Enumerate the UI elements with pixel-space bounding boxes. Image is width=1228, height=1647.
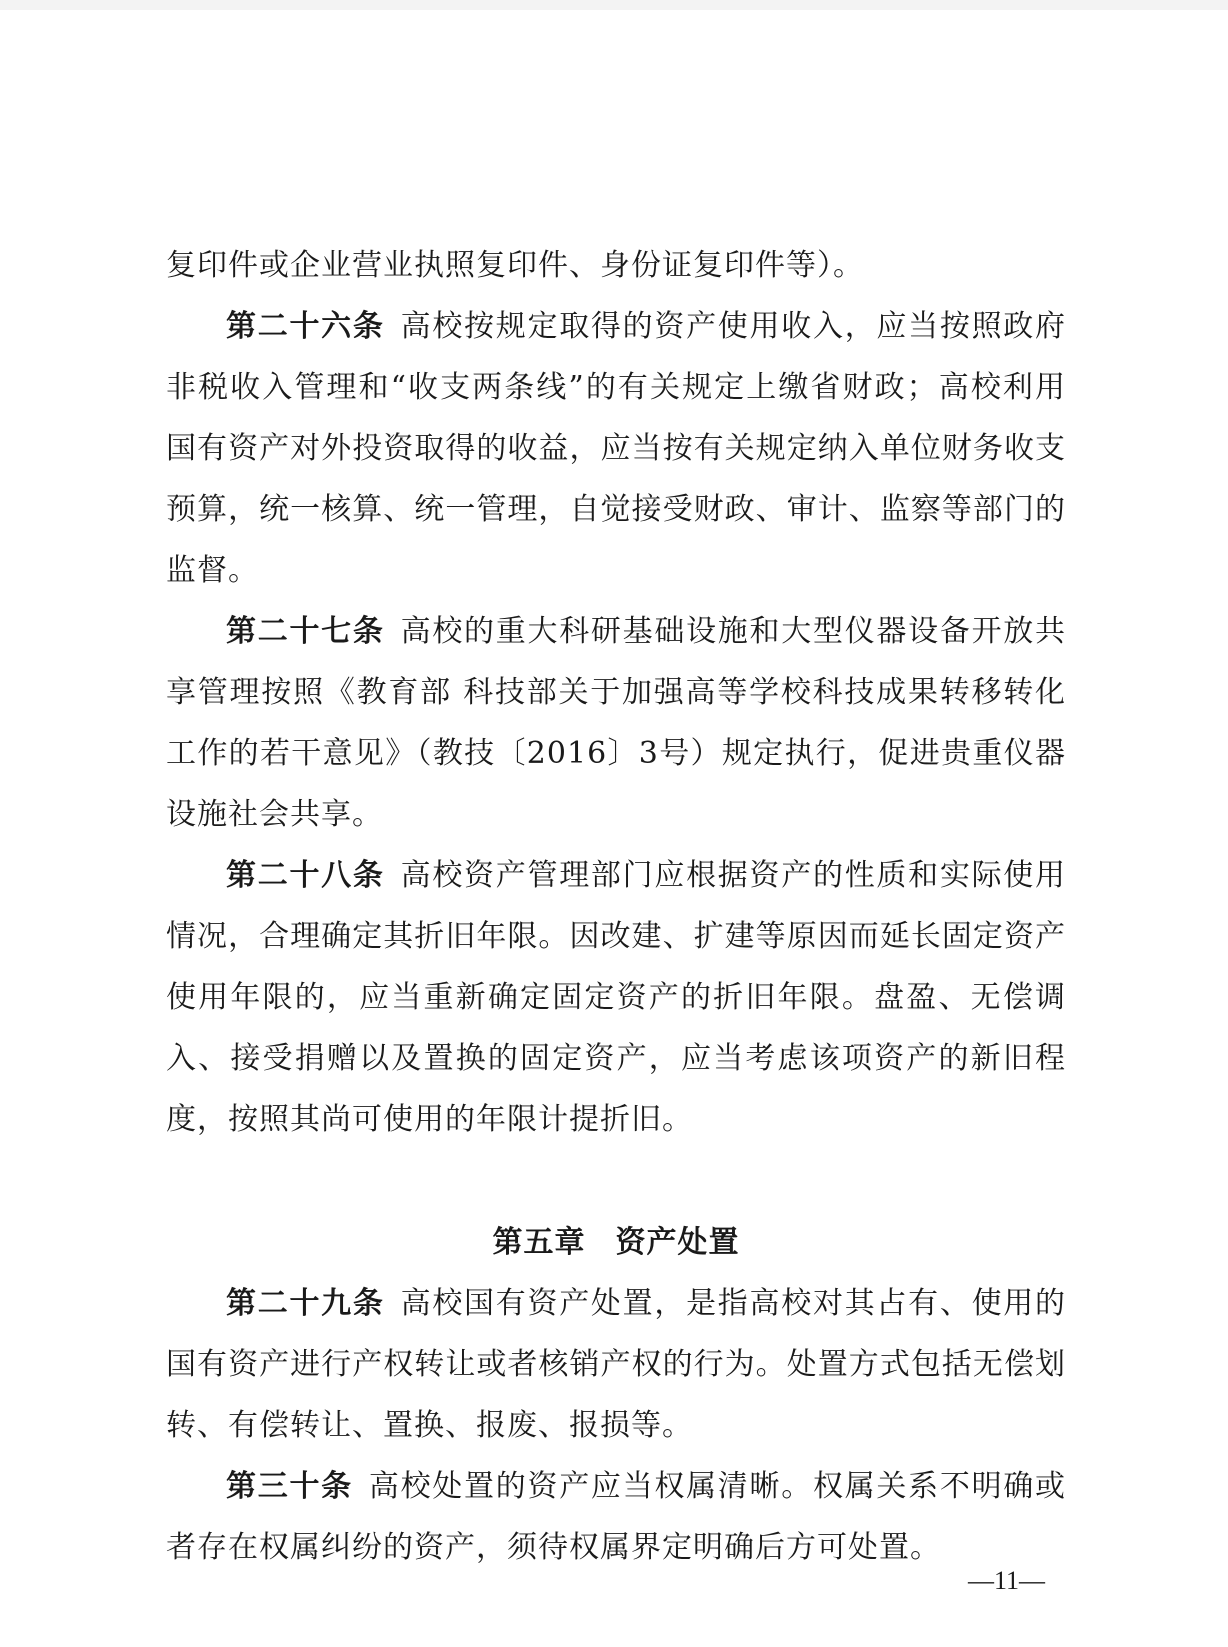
article-27 (166, 601, 1066, 845)
article-text: 高校资产管理部门应根据资产的性质和实际使用情况，合理确定其折旧年限。因改建、扩建等原因而延长固定资产使用年限的，应当重新确定固定资产的折旧年限。盘盈、无偿调入、接受捐赠以及置换的固定资产，应当考虑该项资产的新旧程度，按照其尚可使用的年限计提折旧。 (166, 858, 1067, 1137)
chapter-title: 资产处置 (615, 1225, 740, 1260)
article-text: 高校的重大科研基础设施和大型仪器设备开放共享管理按照《教育部 科技部关于加强高等学校科技成果转移转化工作的若干意见》（教技〔2016〕3号）规定执行，促进贵重仪器设施社会共享。 (166, 614, 1067, 832)
document-body (166, 235, 1066, 1578)
article-number: 第二十九条 (226, 1286, 385, 1321)
article-28 (166, 845, 1066, 1150)
article-text: 高校按规定取得的资产使用收入，应当按照政府非税收入管理和“收支两条线”的有关规定上缴省财政；高校利用国有资产对外投资取得的收益，应当按有关规定纳入单位财务收支预算，统一核算、统一管理，自觉接受财政、审计、监察等部门的监督。 (166, 309, 1067, 588)
article-text: 高校国有资产处置，是指高校对其占有、使用的国有资产进行产权转让或者核销产权的行为。处置方式包括无偿划转、有偿转让、置换、报废、报损等。 (166, 1286, 1067, 1443)
article-30 (166, 1456, 1066, 1578)
article-number: 第二十六条 (226, 309, 385, 344)
top-edge-bar (0, 0, 1228, 10)
page-number: —11— (968, 1566, 1046, 1595)
continuation-paragraph: 复印件或企业营业执照复印件、身份证复印件等）。 (166, 248, 864, 283)
article-29 (166, 1273, 1066, 1456)
chapter-heading (166, 1212, 1066, 1273)
article-number: 第三十条 (226, 1469, 353, 1504)
article-number: 第二十八条 (226, 858, 385, 893)
article-26 (166, 296, 1066, 601)
article-number: 第二十七条 (226, 614, 385, 649)
article-text: 高校处置的资产应当权属清晰。权属关系不明确或者存在权属纠纷的资产，须待权属界定明确后方可处置。 (166, 1469, 1067, 1565)
chapter-number: 第五章 (492, 1225, 586, 1260)
